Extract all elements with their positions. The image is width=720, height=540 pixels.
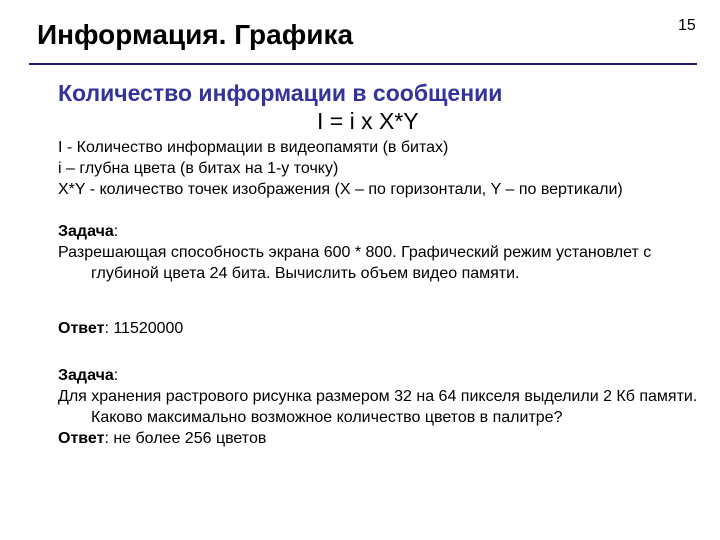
page-number: 15	[678, 17, 696, 34]
task1-colon: :	[113, 223, 119, 240]
slide-body	[58, 137, 698, 449]
task1-answer	[58, 318, 698, 339]
title-divider	[29, 63, 697, 65]
task1-label: Задача	[58, 223, 114, 240]
task2-text: Для хранения растрового рисунка размером 32 на 64 пикселя выделили 2 Кб памяти. Каково максимально возможное количество цветов в палитре?	[58, 388, 698, 426]
definition-line: i – глубна цвета (в битах на 1-у точку)	[58, 160, 339, 177]
slide-title: Информация. Графика	[37, 19, 354, 50]
task2-answer-label: Ответ	[58, 430, 105, 447]
task1-heading	[58, 221, 698, 242]
task2-colon: :	[113, 367, 119, 384]
definition-line: X*Y - количество точек изображения (X – по горизонтали, Y – по вертикали)	[58, 181, 623, 198]
task2-answer-value: : не более 256 цветов	[104, 430, 267, 447]
task2-label: Задача	[58, 367, 114, 384]
definition-line: I - Количество информации в видеопамяти (в битах)	[58, 139, 449, 156]
section-subtitle: Количество информации в сообщении	[58, 80, 503, 106]
task1-answer-value: : 11520000	[104, 320, 184, 337]
task1-text: Разрешающая способность экрана 600 * 800. Графический режим установлет с глубиной цвета 24 бита. Вычислить объем видео памяти.	[58, 244, 652, 282]
task1-answer-label: Ответ	[58, 320, 105, 337]
formula: I = i x X*Y	[317, 108, 419, 134]
task2-heading	[58, 365, 698, 386]
task2-answer	[58, 428, 698, 449]
